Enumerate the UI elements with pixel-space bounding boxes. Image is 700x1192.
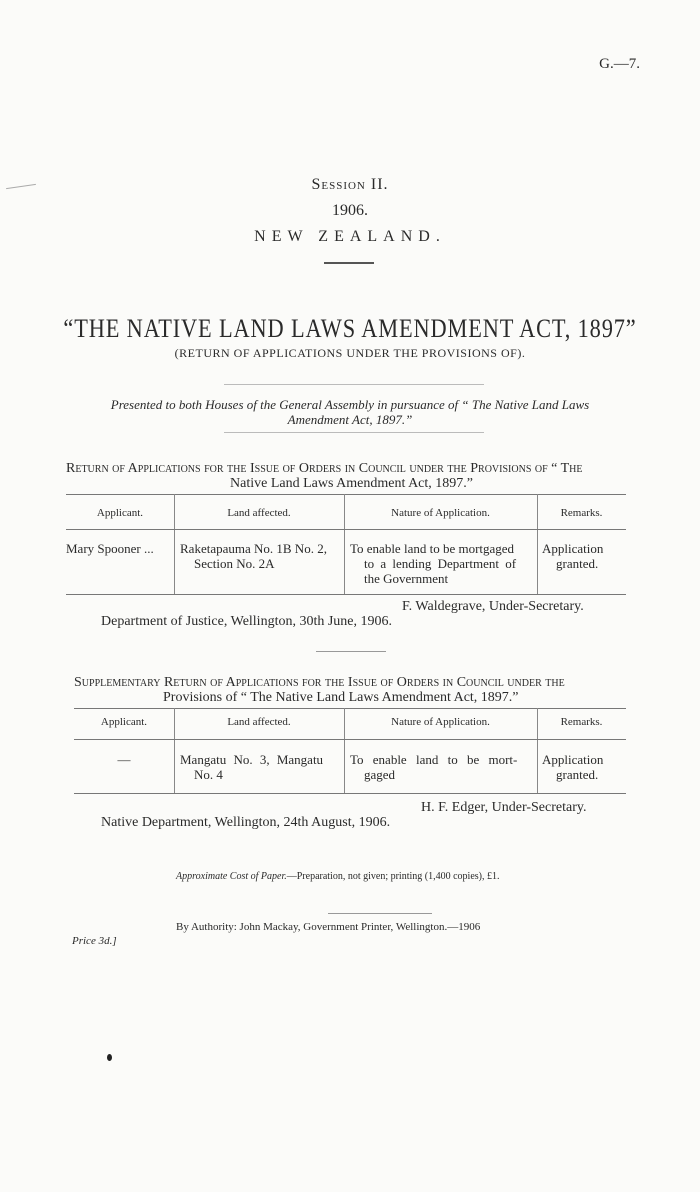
country-label: NEW ZEALAND. [254, 228, 446, 245]
price-label: Price 3d.] [72, 935, 117, 947]
presented-line-2: Amendment Act, 1897.” [287, 412, 413, 427]
cell-land-line-2: Section No. 2A [194, 556, 275, 571]
return-2-department-line: Native Department, Wellington, 24th August, 1906. [101, 815, 391, 830]
header-divider [324, 262, 374, 264]
return-1-signatory: F. Waldegrave, Under-Secretary. [402, 599, 584, 614]
cost-of-paper-note [176, 871, 499, 882]
table-top-rule [74, 708, 626, 709]
cell-nature-line-2: gaged [364, 767, 396, 782]
act-subtitle: (RETURN OF APPLICATIONS UNDER THE PROVISIONS OF). [174, 346, 526, 360]
table-bottom-rule [74, 793, 626, 794]
cell-remarks-line-1: Application [542, 541, 604, 556]
return-2-heading-line-1: Supplementary Return of Applications for the Issue of Orders in Council under the [74, 675, 565, 690]
return-2-heading-line-2: Provisions of “ The Native Land Laws Amendment Act, 1897.” [163, 690, 519, 705]
column-header-land: Land affected. [227, 507, 291, 519]
column-header-land: Land affected. [227, 716, 291, 728]
presented-line-1: Presented to both Houses of the General Assembly in pursuance of “ The Native Land Laws [110, 397, 590, 412]
cell-remarks-line-2: granted. [556, 556, 599, 571]
cell-nature-line-2: to a lending Department of [364, 556, 517, 571]
return-1-heading-line-1: Return of Applications for the Issue of Orders in Council under the Provisions of “ The [66, 461, 583, 476]
cell-land-line-1: Raketapauma No. 1B No. 2, [180, 541, 327, 556]
scan-mark [107, 1054, 112, 1061]
cell-nature-line-1: To enable land to be mort- [350, 752, 518, 767]
return-1-department-line: Department of Justice, Wellington, 30th June, 1906. [101, 614, 393, 629]
authority-rule [328, 913, 432, 914]
cell-remarks-line-1: Application [542, 752, 604, 767]
cost-text: —Preparation, not given; printing (1,400 copies), £1. [286, 871, 500, 882]
column-header-applicant: Applicant. [100, 716, 148, 728]
section-divider [316, 651, 386, 652]
presented-bottom-rule [224, 432, 484, 433]
cell-land-line-1: Mangatu No. 3, Mangatu [180, 752, 324, 767]
act-title: “THE NATIVE LAND LAWS AMENDMENT ACT, 1897” [63, 314, 637, 343]
presented-top-rule [224, 384, 484, 385]
cost-label: Approximate Cost of Paper. [176, 871, 287, 882]
cell-applicant: Mary Spooner ... [66, 541, 154, 556]
session-label: Session II. [311, 176, 389, 193]
year-label: 1906. [332, 202, 368, 219]
authority-line: By Authority: John Mackay, Government Printer, Wellington.—1906 [176, 921, 481, 933]
return-1-heading-line-2: Native Land Laws Amendment Act, 1897.” [230, 476, 473, 491]
return-2-signatory: H. F. Edger, Under-Secretary. [421, 800, 587, 815]
column-header-nature: Nature of Application. [391, 507, 490, 519]
header-bottom-rule [74, 739, 626, 740]
column-header-nature: Nature of Application. [391, 716, 490, 728]
page-reference: G.—7. [599, 56, 640, 72]
column-header-remarks: Remarks. [560, 716, 603, 728]
column-header-remarks: Remarks. [560, 507, 603, 519]
table-bottom-rule [66, 594, 626, 595]
cell-nature-line-3: the Government [364, 571, 449, 586]
column-header-applicant: Applicant. [96, 507, 144, 519]
cell-remarks-line-2: granted. [556, 767, 599, 782]
table-top-rule [66, 494, 626, 495]
cell-land-line-2: No. 4 [194, 767, 223, 782]
cell-applicant: — [117, 752, 131, 767]
header-bottom-rule [66, 529, 626, 530]
cell-nature-line-1: To enable land to be mortgaged [350, 541, 515, 556]
